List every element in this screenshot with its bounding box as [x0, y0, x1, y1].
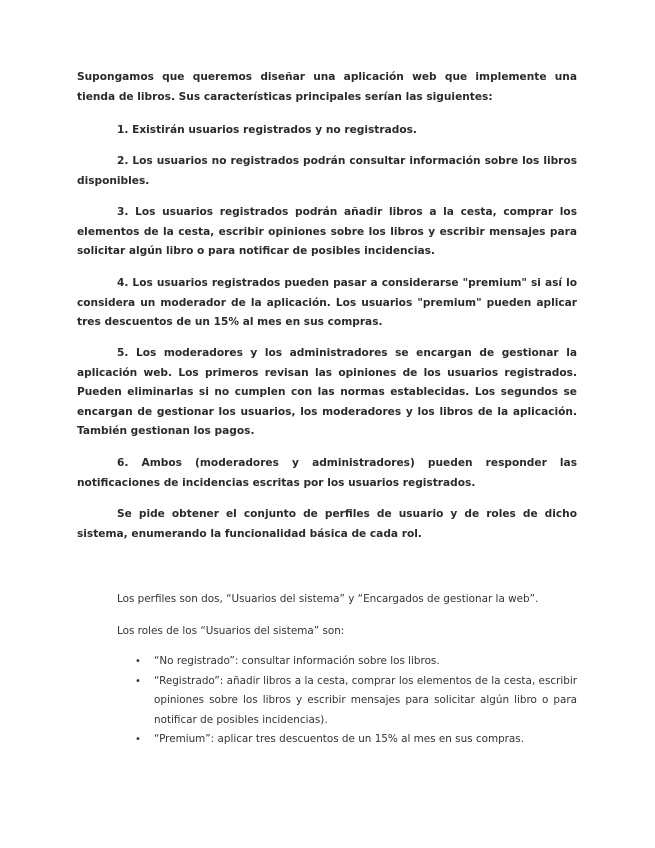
profiles-line: Los perfiles son dos, “Usuarios del sistema” y “Encargados de gestionar la web”. — [117, 593, 539, 605]
list-item — [117, 672, 577, 731]
point-2-text: 2. Los usuarios no registrados podrán consultar información sobre los libros disponibles. — [77, 155, 577, 187]
roles-intro: Los roles de los “Usuarios del sistema” son: — [117, 625, 345, 637]
request-text: Se pide obtener el conjunto de perfiles de usuario y de roles de dicho sistema, enumerando la funcionalidad básica de cada rol. — [77, 508, 577, 540]
request-paragraph — [77, 505, 577, 544]
role-no-registrado: “No registrado”: consultar información sobre los libros. — [154, 655, 440, 667]
point-5-text: 5. Los moderadores y los administradores se encargan de gestionar la aplicación web. Los primeros revisan las opiniones de los usuarios registrados. Pueden eliminarlas si no cumplen con las normas establecidas. Los segundos se encargan de gestionar los usuarios, los moderadores y los libros de la aplicación. También gestionan los pagos. — [77, 347, 577, 438]
point-4 — [77, 274, 577, 333]
role-registrado: “Registrado”: añadir libros a la cesta, comprar los elementos de la cesta, escribir opiniones sobre los libros y escribir mensajes para solicitar algún libro o para notificar de posibles incidencias). — [154, 674, 577, 726]
list-item — [117, 652, 577, 672]
bullet-icon: • — [135, 734, 141, 746]
role-premium: “Premium”: aplicar tres descuentos de un 15% al mes en sus compras. — [154, 733, 525, 746]
point-6-text: 6. Ambos (moderadores y administradores) pueden responder las notificaciones de incidencias escritas por los usuarios registrados. — [77, 457, 577, 489]
point-3 — [77, 203, 577, 262]
point-3-text: 3. Los usuarios registrados podrán añadir libros a la cesta, comprar los elementos de la cesta, escribir opiniones sobre los libros y escribir mensajes para solicitar algún libro o para notificar de posibles incidencias. — [77, 206, 577, 258]
point-1-text: 1. Existirán usuarios registrados y no registrados. — [117, 124, 417, 136]
point-4-text: 4. Los usuarios registrados pueden pasar a considerarse "premium" si así lo considera un moderador de la aplicación. Los usuarios "premium" pueden aplicar tres descuentos de un 15% al mes en sus compras. — [77, 277, 577, 329]
list-item — [117, 730, 577, 750]
point-5 — [77, 344, 577, 442]
bullet-icon: • — [135, 675, 141, 687]
point-1 — [77, 121, 577, 141]
roles-list — [117, 652, 577, 750]
intro-text: Supongamos que queremos diseñar una aplicación web que implemente una tienda de libros. Sus características principales serían las siguientes: — [77, 71, 577, 103]
intro-paragraph — [77, 68, 577, 107]
bullet-icon: • — [135, 656, 141, 667]
point-6 — [77, 454, 577, 493]
point-2 — [77, 152, 577, 191]
